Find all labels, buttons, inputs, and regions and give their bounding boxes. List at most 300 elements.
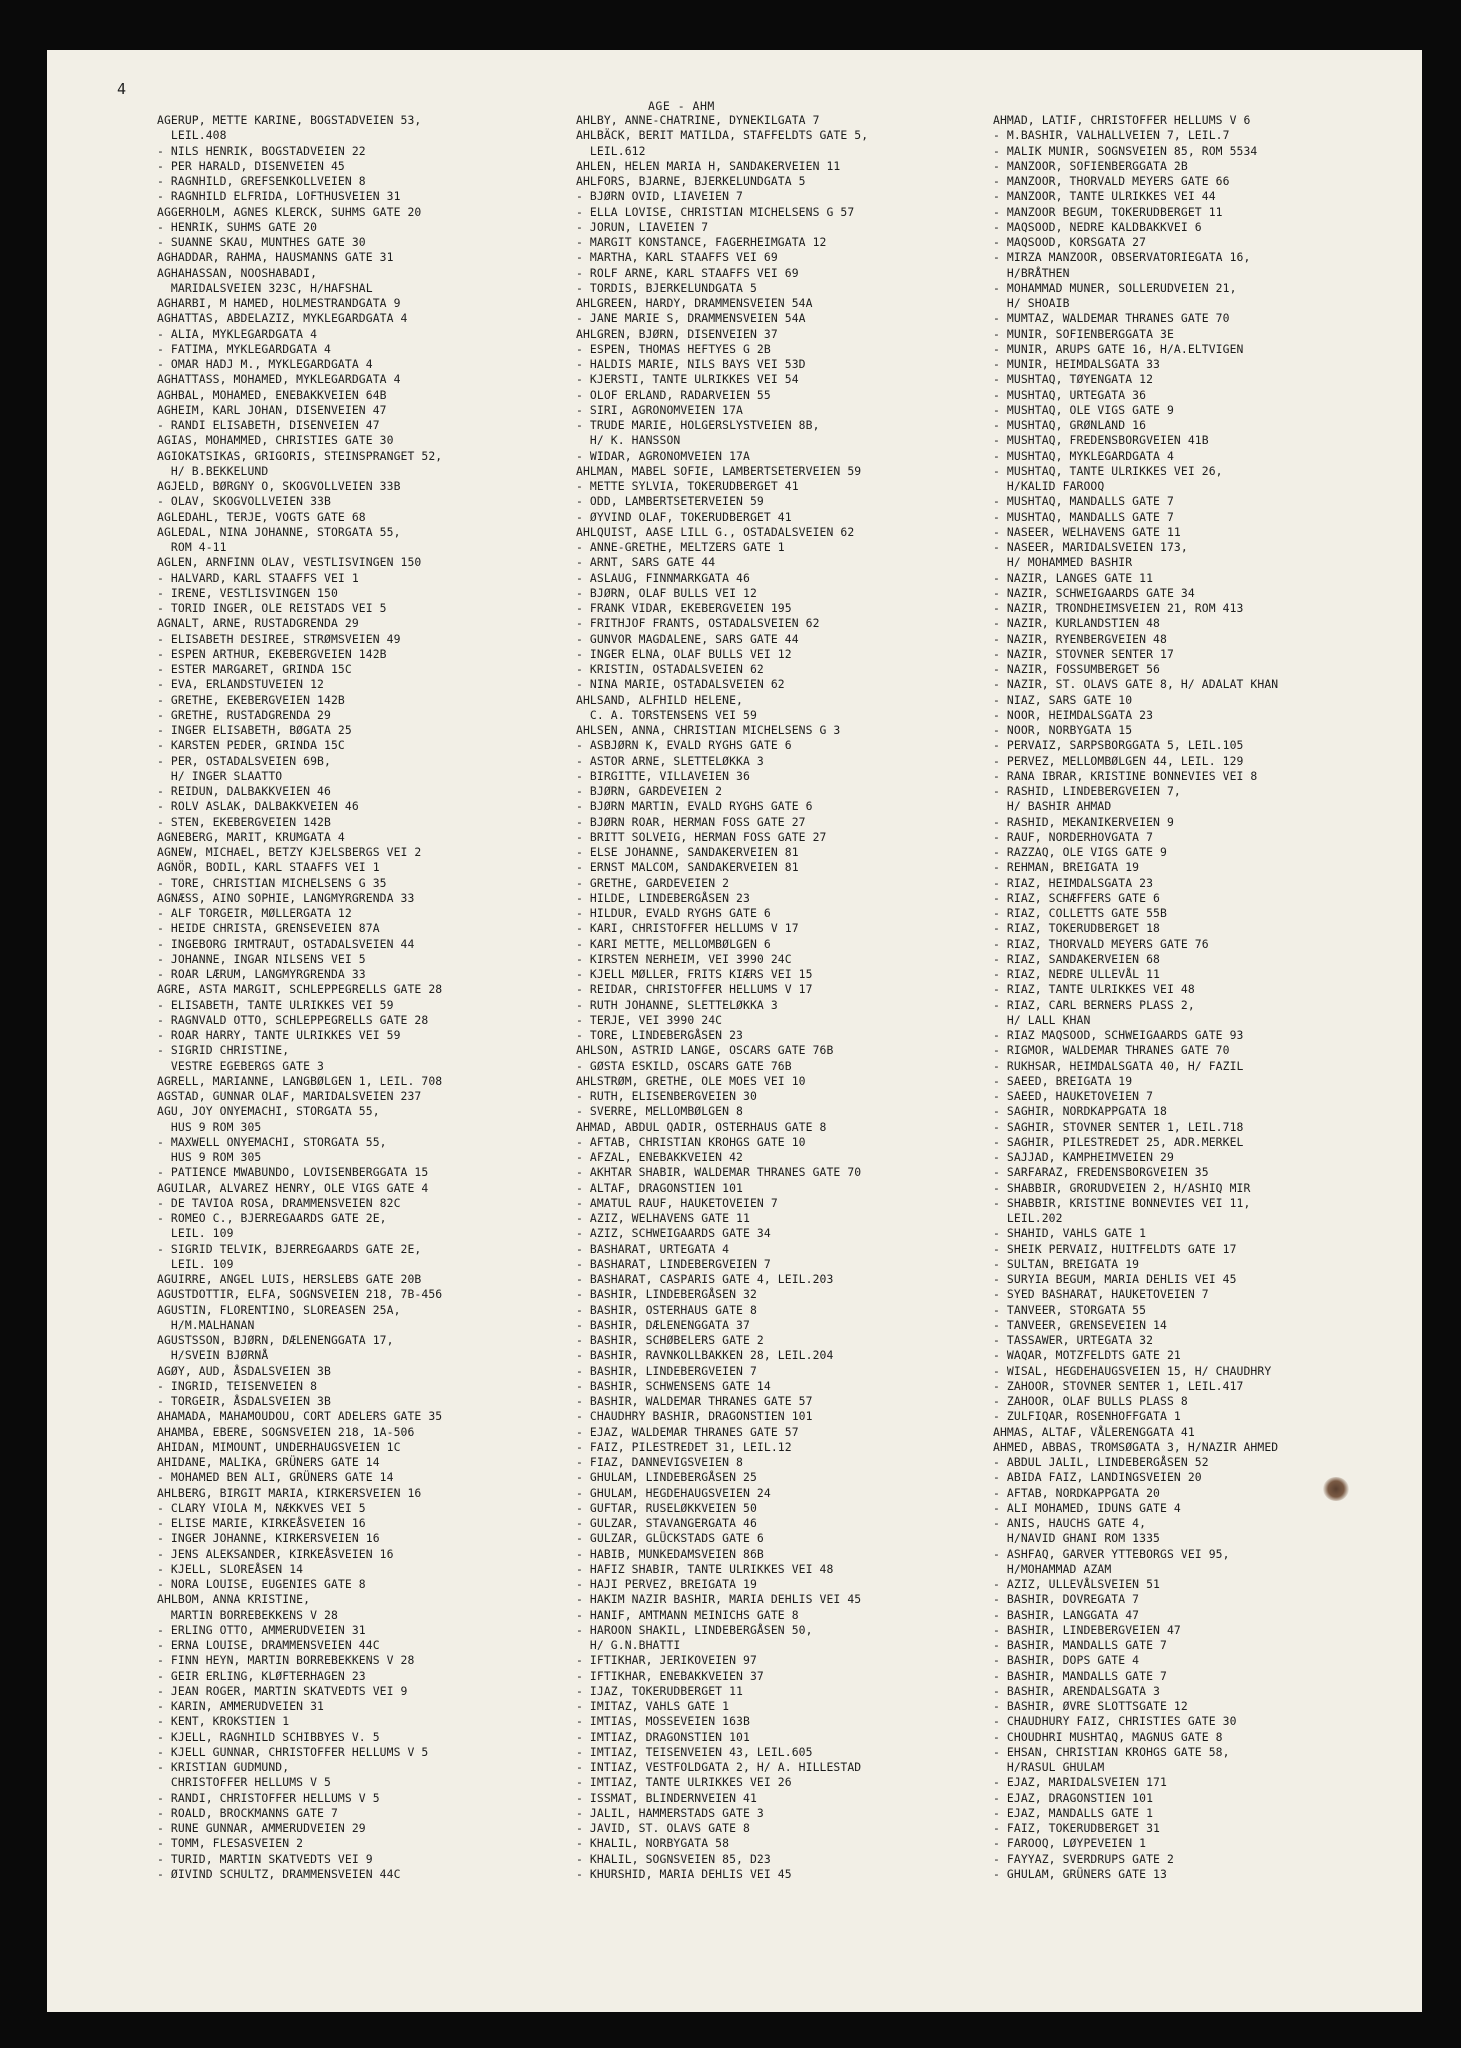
directory-entry: - BRITT SOLVEIG, HERMAN FOSS GATE 27: [576, 829, 827, 844]
directory-entry: - ESPEN ARTHUR, EKEBERGVEIEN 142B: [157, 646, 387, 661]
directory-entry: - WIDAR, AGRONOMVEIEN 17A: [576, 448, 750, 463]
directory-entry: - ROAR LÆRUM, LANGMYRGRENDA 33: [157, 967, 366, 981]
directory-entry: - CHOUDHRI MUSHTAQ, MAGNUS GATE 8: [993, 1729, 1223, 1744]
directory-entry: - ASHFAQ, GARVER YTTEBORGS VEI 95,: [993, 1546, 1230, 1561]
directory-entry: - SAGHIR, NORDKAPPGATA 18: [993, 1104, 1167, 1119]
page-number: 4: [117, 80, 127, 98]
directory-entry: - KJELL GUNNAR, CHRISTOFFER HELLUMS V 5: [157, 1744, 429, 1759]
directory-entry: - KIRSTEN NERHEIM, VEI 3990 24C: [576, 951, 792, 966]
directory-entry: - BASHIR, WALDEMAR THRANES GATE 57: [576, 1394, 813, 1408]
directory-entry: - RASHID, MEKANIKERVEIEN 9: [993, 814, 1174, 829]
directory-entry: AGNÖR, BODIL, KARL STAAFFS VEI 1: [157, 860, 380, 875]
directory-entry: ROM 4-11: [157, 540, 227, 554]
directory-entry: - BJØRN ROAR, HERMAN FOSS GATE 27: [576, 814, 806, 829]
directory-entry: - MANZOOR, THORVALD MEYERS GATE 66: [993, 174, 1230, 188]
directory-entry: - EJAZ, DRAGONSTIEN 101: [993, 1790, 1154, 1805]
directory-entry: - ASTOR ARNE, SLETTELØKKA 3: [576, 753, 764, 768]
directory-entry: - RIAZ, SANDAKERVEIEN 68: [993, 951, 1160, 966]
directory-entry: - WAQAR, MOTZFELDTS GATE 21: [993, 1348, 1181, 1363]
directory-entry: - SULTAN, BREIGATA 19: [993, 1256, 1140, 1271]
directory-entry: - AZIZ, ULLEVÅLSVEIEN 51: [993, 1577, 1160, 1591]
directory-entry: LEIL.408: [157, 128, 227, 143]
directory-entry: - JANE MARIE S, DRAMMENSVEIEN 54A: [576, 311, 806, 326]
directory-entry: - ODD, LAMBERTSETERVEIEN 59: [576, 494, 764, 509]
directory-entry: - ABIDA FAIZ, LANDINGSVEIEN 20: [993, 1470, 1202, 1485]
directory-entry: AHMAS, ALTAF, VÅLERENGGATA 41: [993, 1424, 1195, 1439]
directory-entry: - FAIZ, PILESTREDET 31, LEIL.12: [576, 1439, 792, 1454]
directory-entry: AHLBÄCK, BERIT MATILDA, STAFFELDTS GATE 5,: [576, 128, 869, 143]
directory-entry: AGNEBERG, MARIT, KRUMGATA 4: [157, 829, 345, 844]
directory-entry: - RUTH JOHANNE, SLETTELØKKA 3: [576, 997, 778, 1012]
directory-entry: AGIOKATSIKAS, GRIGORIS, STEINSPRANGET 52,: [157, 448, 443, 463]
directory-entry: - ABDUL JALIL, LINDEBERGÅSEN 52: [993, 1455, 1209, 1469]
ink-stain: [1323, 1477, 1349, 1501]
directory-entry: - KJELL MØLLER, FRITS KIÆRS VEI 15: [576, 967, 813, 981]
directory-entry: - ELISABETH, TANTE ULRIKKES VEI 59: [157, 997, 394, 1012]
directory-entry: - GUFTAR, RUSELØKKVEIEN 50: [576, 1500, 757, 1515]
directory-entry: - DE TAVIOA ROSA, DRAMMENSVEIEN 82C: [157, 1195, 401, 1210]
directory-entry: AGNEW, MICHAEL, BETZY KJELSBERGS VEI 2: [157, 845, 422, 859]
column-1: [157, 113, 597, 1882]
directory-entry: - ARNT, SARS GATE 44: [576, 555, 716, 570]
directory-entry: - ELSE JOHANNE, SANDAKERVEIEN 81: [576, 845, 799, 859]
directory-entry: - EVA, ERLANDSTUVEIEN 12: [157, 677, 324, 692]
directory-entry: - NINA MARIE, OSTADALSVEIEN 62: [576, 677, 785, 692]
directory-entry: - ALIA, MYKLEGARDGATA 4: [157, 326, 318, 341]
directory-entry: - HALDIS MARIE, NILS BAYS VEI 53D: [576, 357, 806, 371]
directory-entry: H/ INGER SLAATTO: [157, 768, 283, 783]
directory-entry: - KENT, KROKSTIEN 1: [157, 1714, 290, 1729]
directory-entry: - FAYYAZ, SVERDRUPS GATE 2: [993, 1851, 1174, 1866]
directory-entry: - TERJE, VEI 3990 24C: [576, 1012, 723, 1027]
directory-entry: - HAFIZ SHABIR, TANTE ULRIKKES VEI 48: [576, 1561, 834, 1576]
directory-entry: - SIGRID TELVIK, BJERREGAARDS GATE 2E,: [157, 1241, 422, 1256]
directory-entry: - SIRI, AGRONOMVEIEN 17A: [576, 402, 743, 417]
directory-entry: - RASHID, LINDEBERGVEIEN 7,: [993, 784, 1181, 798]
directory-entry: H/KALID FAROOQ: [993, 479, 1105, 493]
directory-entry: - NIAZ, SARS GATE 10: [993, 692, 1133, 707]
directory-entry: - ELLA LOVISE, CHRISTIAN MICHELSENS G 57: [576, 204, 855, 219]
directory-entry: - NAZIR, TRONDHEIMSVEIEN 21, ROM 413: [993, 601, 1244, 615]
directory-entry: - MAQSOOD, NEDRE KALDBAKKVEI 6: [993, 219, 1202, 234]
directory-entry: - PER HARALD, DISENVEIEN 45: [157, 158, 345, 173]
directory-entry: - HALVARD, KARL STAAFFS VEI 1: [157, 570, 359, 585]
column-2: [576, 113, 1016, 1882]
directory-entry: - BASHIR, MANDALLS GATE 7: [993, 1638, 1167, 1652]
directory-entry: - ROAR HARRY, TANTE ULRIKKES VEI 59: [157, 1028, 401, 1042]
directory-entry: - RIAZ MAQSOOD, SCHWEIGAARDS GATE 93: [993, 1028, 1244, 1042]
directory-entry: AHAMADA, MAHAMOUDOU, CORT ADELERS GATE 35: [157, 1409, 443, 1424]
directory-entry: VESTRE EGEBERGS GATE 3: [157, 1058, 324, 1073]
directory-entry: - JORUN, LIAVEIEN 7: [576, 219, 709, 234]
directory-entry: - KARIN, AMMERUDVEIEN 31: [157, 1699, 324, 1713]
directory-entry: - RANDI ELISABETH, DISENVEIEN 47: [157, 418, 380, 432]
directory-entry: H/NAVID GHANI ROM 1335: [993, 1531, 1160, 1546]
directory-entry: - GRETHE, EKEBERGVEIEN 142B: [157, 692, 345, 707]
directory-entry: - SAJJAD, KAMPHEIMVEIEN 29: [993, 1150, 1174, 1164]
directory-entry: - BASHIR, ARENDALSGATA 3: [993, 1683, 1160, 1698]
directory-entry: - OLAV, SKOGVOLLVEIEN 33B: [157, 494, 331, 509]
directory-entry: - ALTAF, DRAGONSTIEN 101: [576, 1180, 743, 1195]
directory-entry: - JENS ALEKSANDER, KIRKEÅSVEIEN 16: [157, 1546, 394, 1561]
directory-entry: AGHEIM, KARL JOHAN, DISENVEIEN 47: [157, 402, 387, 417]
directory-entry: - ERNA LOUISE, DRAMMENSVEIEN 44C: [157, 1638, 380, 1652]
directory-entry: AHLBY, ANNE-CHATRINE, DYNEKILGATA 7: [576, 113, 820, 127]
directory-entry: H/ K. HANSSON: [576, 433, 681, 448]
directory-entry: - GUNVOR MAGDALENE, SARS GATE 44: [576, 631, 799, 646]
directory-entry: H/ B.BEKKELUND: [157, 463, 269, 478]
directory-entry: - TORDIS, BJERKELUNDGATA 5: [576, 280, 757, 295]
directory-entry: - BASHIR, DOPS GATE 4: [993, 1653, 1140, 1668]
directory-entry: - RAUF, NORDERHOVGATA 7: [993, 829, 1154, 844]
directory-entry: - BASHARAT, LINDEBERGVEIEN 7: [576, 1256, 771, 1271]
directory-entry: - NASEER, WELHAVENS GATE 11: [993, 524, 1181, 539]
directory-entry: - FRITHJOF FRANTS, OSTADALSVEIEN 62: [576, 616, 820, 631]
directory-entry: - PERVAIZ, SARPSBORGGATA 5, LEIL.105: [993, 738, 1244, 753]
directory-entry: - MOHAMED BEN ALI, GRÜNERS GATE 14: [157, 1470, 394, 1485]
directory-entry: AGIAS, MOHAMMED, CHRISTIES GATE 30: [157, 433, 394, 448]
directory-entry: H/MOHAMMAD AZAM: [993, 1561, 1112, 1576]
directory-entry: - RANA IBRAR, KRISTINE BONNEVIES VEI 8: [993, 768, 1258, 783]
directory-entry: - EJAZ, MARIDALSVEIEN 171: [993, 1775, 1167, 1790]
directory-entry: - IMTIAZ, DRAGONSTIEN 101: [576, 1729, 750, 1744]
directory-entry: - KARI METTE, MELLOMBØLGEN 6: [576, 936, 771, 951]
directory-entry: - FINN HEYN, MARTIN BORREBEKKENS V 28: [157, 1653, 415, 1668]
directory-entry: - SURYIA BEGUM, MARIA DEHLIS VEI 45: [993, 1272, 1237, 1286]
directory-entry: - GRETHE, GARDEVEIEN 2: [576, 875, 730, 890]
directory-entry: MARTIN BORREBEKKENS V 28: [157, 1607, 338, 1622]
directory-entry: - NAZIR, SCHWEIGAARDS GATE 34: [993, 585, 1195, 600]
directory-entry: AGØY, AUD, ÅSDALSVEIEN 3B: [157, 1363, 331, 1378]
directory-entry: - NAZIR, KURLANDSTIEN 48: [993, 616, 1160, 631]
directory-entry: - AZIZ, SCHWEIGAARDS GATE 34: [576, 1226, 771, 1241]
directory-entry: - BASHIR, OSTERHAUS GATE 8: [576, 1302, 757, 1317]
directory-entry: - SARFARAZ, FREDENSBORGVEIEN 35: [993, 1165, 1209, 1180]
directory-entry: - SHABBIR, GRORUDVEIEN 2, H/ASHIQ MIR: [993, 1180, 1251, 1195]
directory-entry: - BJØRN, OLAF BULLS VEI 12: [576, 585, 757, 600]
directory-entry: H/ LALL KHAN: [993, 1012, 1091, 1027]
directory-entry: - TANVEER, GRENSEVEIEN 14: [993, 1317, 1167, 1332]
directory-entry: - REHMAN, BREIGATA 19: [993, 860, 1140, 875]
directory-entry: - AFTAB, CHRISTIAN KROHGS GATE 10: [576, 1134, 806, 1149]
directory-entry: - BASHIR, DÆLENENGGATA 37: [576, 1317, 750, 1332]
directory-entry: H/BRÅTHEN: [993, 265, 1070, 280]
directory-entry: - BJØRN, GARDEVEIEN 2: [576, 784, 723, 798]
directory-entry: - CHAUDHURY FAIZ, CHRISTIES GATE 30: [993, 1714, 1237, 1729]
directory-entry: H/ MOHAMMED BASHIR: [993, 555, 1133, 570]
directory-entry: AHAMBA, EBERE, SOGNSVEIEN 218, 1A-506: [157, 1424, 415, 1439]
directory-entry: - RUKHSAR, HEIMDALSGATA 40, H/ FAZIL: [993, 1058, 1244, 1073]
directory-entry: - NAZIR, RYENBERGVEIEN 48: [993, 631, 1167, 646]
directory-entry: - ALI MOHAMED, IDUNS GATE 4: [993, 1500, 1181, 1515]
directory-entry: - NOOR, HEIMDALSGATA 23: [993, 707, 1154, 722]
directory-entry: - INGRID, TEISENVEIEN 8: [157, 1378, 318, 1393]
directory-entry: AGHATTAS, ABDELAZIZ, MYKLEGARDGATA 4: [157, 311, 408, 326]
directory-entry: - INGEBORG IRMTRAUT, OSTADALSVEIEN 44: [157, 936, 415, 951]
directory-entry: - ZAHOOR, OLAF BULLS PLASS 8: [993, 1394, 1188, 1408]
directory-entry: AGLEN, ARNFINN OLAV, VESTLISVINGEN 150: [157, 555, 422, 570]
directory-entry: - NAZIR, STOVNER SENTER 17: [993, 646, 1174, 661]
directory-entry: - GULZAR, STAVANGERGATA 46: [576, 1516, 757, 1530]
directory-entry: - ERLING OTTO, AMMERUDVEIEN 31: [157, 1622, 366, 1637]
directory-entry: - HILDUR, EVALD RYGHS GATE 6: [576, 906, 771, 920]
directory-entry: - HEIDE CHRISTA, GRENSEVEIEN 87A: [157, 921, 380, 936]
running-header: AGE - AHM: [648, 99, 715, 113]
directory-entry: - SUANNE SKAU, MUNTHES GATE 30: [157, 235, 366, 249]
directory-entry: AGUIRRE, ANGEL LUIS, HERSLEBS GATE 20B: [157, 1272, 422, 1286]
directory-entry: - TORE, LINDEBERGÅSEN 23: [576, 1028, 743, 1042]
directory-entry: H/M.MALHANAN: [157, 1317, 255, 1332]
directory-entry: - TORID INGER, OLE REISTADS VEI 5: [157, 601, 387, 615]
directory-entry: - IJAZ, TOKERUDBERGET 11: [576, 1683, 743, 1698]
directory-entry: - ALF TORGEIR, MØLLERGATA 12: [157, 906, 352, 920]
directory-entry: - ROLV ASLAK, DALBAKKVEIEN 46: [157, 799, 359, 814]
directory-entry: - ASBJØRN K, EVALD RYGHS GATE 6: [576, 738, 792, 753]
directory-entry: - KJERSTI, TANTE ULRIKKES VEI 54: [576, 372, 799, 387]
directory-entry: - AZIZ, WELHAVENS GATE 11: [576, 1211, 750, 1225]
directory-entry: - SAEED, HAUKETOVEIEN 7: [993, 1089, 1154, 1103]
directory-entry: - SAEED, BREIGATA 19: [993, 1073, 1133, 1088]
directory-entry: - MUSHTAQ, TØYENGATA 12: [993, 372, 1154, 387]
directory-entry: - BJØRN MARTIN, EVALD RYGHS GATE 6: [576, 799, 813, 814]
directory-entry: AGHAHASSAN, NOOSHABADI,: [157, 265, 318, 280]
directory-entry: - ROALD, BROCKMANNS GATE 7: [157, 1805, 338, 1820]
directory-entry: - NAZIR, FOSSUMBERGET 56: [993, 662, 1160, 676]
directory-entry: - MANZOOR, TANTE ULRIKKES VEI 44: [993, 189, 1216, 204]
directory-entry: - KHURSHID, MARIA DEHLIS VEI 45: [576, 1866, 792, 1881]
directory-entry: - TURID, MARTIN SKATVEDTS VEI 9: [157, 1851, 373, 1866]
directory-entry: AHLFORS, BJARNE, BJERKELUNDGATA 5: [576, 174, 806, 188]
directory-entry: - BIRGITTE, VILLAVEIEN 36: [576, 768, 750, 783]
directory-entry: AGHATTASS, MOHAMED, MYKLEGARDGATA 4: [157, 372, 401, 387]
directory-entry: AHLSAND, ALFHILD HELENE,: [576, 692, 743, 707]
directory-entry: - ZULFIQAR, ROSENHOFFGATA 1: [993, 1409, 1181, 1424]
directory-entry: AHIDANE, MALIKA, GRÜNERS GATE 14: [157, 1455, 380, 1469]
directory-entry: - EJAZ, WALDEMAR THRANES GATE 57: [576, 1424, 799, 1439]
directory-entry: - BASHARAT, URTEGATA 4: [576, 1241, 730, 1256]
directory-entry: - IFTIKHAR, ENEBAKKVEIEN 37: [576, 1668, 764, 1683]
directory-entry: - RAGNHILD, GREFSENKOLLVEIEN 8: [157, 174, 366, 188]
directory-entry: - RIAZ, HEIMDALSGATA 23: [993, 875, 1154, 890]
directory-entry: AGJELD, BØRGNY O, SKOGVOLLVEIEN 33B: [157, 479, 401, 493]
directory-entry: - IMTIAZ, TANTE ULRIKKES VEI 26: [576, 1775, 792, 1790]
directory-entry: - MUSHTAQ, URTEGATA 36: [993, 387, 1147, 402]
directory-entry: - MANZOOR BEGUM, TOKERUDBERGET 11: [993, 204, 1223, 219]
directory-entry: AGUSTSSON, BJØRN, DÆLENENGGATA 17,: [157, 1333, 394, 1347]
directory-entry: - ASLAUG, FINNMARKGATA 46: [576, 570, 750, 585]
directory-entry: AHLBERG, BIRGIT MARIA, KIRKERSVEIEN 16: [157, 1485, 422, 1500]
directory-entry: - FIAZ, DANNEVIGSVEIEN 8: [576, 1455, 743, 1469]
directory-entry: C. A. TORSTENSENS VEI 59: [576, 707, 757, 722]
directory-entry: AHLBOM, ANNA KRISTINE,: [157, 1592, 311, 1607]
directory-entry: AHIDAN, MIMOUNT, UNDERHAUGSVEIEN 1C: [157, 1439, 401, 1454]
directory-entry: - SHABBIR, KRISTINE BONNEVIES VEI 11,: [993, 1195, 1251, 1210]
column-3: [993, 113, 1433, 1882]
directory-entry: H/RASUL GHULAM: [993, 1760, 1105, 1774]
directory-entry: - HABIB, MUNKEDAMSVEIEN 86B: [576, 1546, 764, 1561]
directory-entry: - KARSTEN PEDER, GRINDA 15C: [157, 738, 345, 753]
directory-entry: AGLEDAL, NINA JOHANNE, STORGATA 55,: [157, 524, 401, 539]
directory-entry: AGHBAL, MOHAMED, ENEBAKKVEIEN 64B: [157, 387, 387, 402]
directory-entry: - RANDI, CHRISTOFFER HELLUMS V 5: [157, 1790, 380, 1805]
directory-entry: - MUSHTAQ, MANDALLS GATE 7: [993, 509, 1174, 524]
directory-entry: - MUNIR, SOFIENBERGGATA 3E: [993, 326, 1174, 341]
directory-entry: AHLSTRØM, GRETHE, OLE MOES VEI 10: [576, 1073, 806, 1088]
directory-entry: - ISSMAT, BLINDERNVEIEN 41: [576, 1790, 757, 1805]
directory-entry: - INGER ELISABETH, BØGATA 25: [157, 723, 352, 737]
directory-entry: H/SVEIN BJØRNÅ: [157, 1348, 269, 1363]
directory-entry: AGRE, ASTA MARGIT, SCHLEPPEGRELLS GATE 28: [157, 982, 443, 997]
directory-entry: - FATIMA, MYKLEGARDGATA 4: [157, 341, 331, 356]
directory-entry: - MUSHTAQ, OLE VIGS GATE 9: [993, 402, 1174, 417]
directory-entry: - CHAUDHRY BASHIR, DRAGONSTIEN 101: [576, 1409, 813, 1424]
directory-entry: AHLGREN, BJØRN, DISENVEIEN 37: [576, 326, 778, 341]
directory-entry: - MAQSOOD, KORSGATA 27: [993, 235, 1147, 249]
directory-entry: - MUSHTAQ, TANTE ULRIKKES VEI 26,: [993, 463, 1223, 478]
directory-entry: - INGER JOHANNE, KIRKERSVEIEN 16: [157, 1531, 380, 1546]
directory-entry: - INTIAZ, VESTFOLDGATA 2, H/ A. HILLESTAD: [576, 1760, 862, 1774]
directory-entry: - RAGNHILD ELFRIDA, LOFTHUSVEIEN 31: [157, 189, 401, 204]
directory-entry: - KHALIL, SOGNSVEIEN 85, D23: [576, 1851, 771, 1866]
directory-entry: AGERUP, METTE KARINE, BOGSTADVEIEN 53,: [157, 113, 422, 127]
directory-entry: - RUNE GUNNAR, AMMERUDVEIEN 29: [157, 1821, 366, 1835]
directory-entry: - GRETHE, RUSTADGRENDA 29: [157, 707, 331, 722]
directory-entry: - SHAHID, VAHLS GATE 1: [993, 1226, 1147, 1241]
directory-entry: AGHADDAR, RAHMA, HAUSMANNS GATE 31: [157, 250, 394, 265]
directory-entry: - SAGHIR, PILESTREDET 25, ADR.MERKEL: [993, 1134, 1244, 1149]
directory-entry: - NAZIR, LANGES GATE 11: [993, 570, 1154, 585]
directory-entry: - ROMEO C., BJERREGAARDS GATE 2E,: [157, 1211, 387, 1225]
directory-entry: - GØSTA ESKILD, OSCARS GATE 76B: [576, 1058, 792, 1073]
directory-entry: H/ BASHIR AHMAD: [993, 799, 1112, 814]
directory-entry: - GEIR ERLING, KLØFTERHAGEN 23: [157, 1668, 366, 1683]
directory-entry: - FAIZ, TOKERUDBERGET 31: [993, 1821, 1160, 1835]
directory-entry: - BASHIR, MANDALLS GATE 7: [993, 1668, 1167, 1683]
directory-entry: - AFZAL, ENEBAKKVEIEN 42: [576, 1150, 743, 1164]
directory-entry: - FAROOQ, LØYPEVEIEN 1: [993, 1836, 1147, 1851]
directory-entry: - CLARY VIOLA M, NÆKKVES VEI 5: [157, 1500, 366, 1515]
directory-entry: - BASHIR, LINDEBERGÅSEN 32: [576, 1287, 757, 1302]
directory-entry: - KRISTIN, OSTADALSVEIEN 62: [576, 662, 764, 676]
directory-entry: - KHALIL, NORBYGATA 58: [576, 1836, 730, 1851]
directory-entry: - JALIL, HAMMERSTADS GATE 3: [576, 1805, 764, 1820]
directory-entry: - GHULAM, GRÜNERS GATE 13: [993, 1866, 1167, 1881]
directory-entry: - MUSHTAQ, MANDALLS GATE 7: [993, 494, 1174, 509]
directory-entry: - MARTHA, KARL STAAFFS VEI 69: [576, 250, 778, 265]
directory-entry: - RAGNVALD OTTO, SCHLEPPEGRELLS GATE 28: [157, 1012, 429, 1027]
directory-entry: - RIAZ, NEDRE ULLEVÅL 11: [993, 967, 1160, 981]
directory-entry: AHLSON, ASTRID LANGE, OSCARS GATE 76B: [576, 1043, 834, 1058]
directory-entry: AGHARBI, M HAMED, HOLMESTRANDGATA 9: [157, 296, 401, 310]
directory-entry: - MAXWELL ONYEMACHI, STORGATA 55,: [157, 1134, 387, 1149]
directory-entry: - MANZOOR, SOFIENBERGGATA 2B: [993, 158, 1188, 173]
directory-entry: AGRELL, MARIANNE, LANGBØLGEN 1, LEIL. 708: [157, 1073, 443, 1088]
directory-entry: - MUNIR, HEIMDALSGATA 33: [993, 357, 1160, 371]
directory-entry: - NOOR, NORBYGATA 15: [993, 723, 1133, 737]
directory-entry: - METTE SYLVIA, TOKERUDBERGET 41: [576, 479, 799, 493]
directory-entry: - FRANK VIDAR, EKEBERGVEIEN 195: [576, 601, 792, 615]
directory-entry: - PERVEZ, MELLOMBØLGEN 44, LEIL. 129: [993, 753, 1244, 768]
directory-entry: - INGER ELNA, OLAF BULLS VEI 12: [576, 646, 792, 661]
directory-entry: - BASHIR, SCHWENSENS GATE 14: [576, 1378, 771, 1393]
directory-entry: AHLSEN, ANNA, CHRISTIAN MICHELSENS G 3: [576, 723, 841, 737]
directory-entry: - BASHIR, LANGGATA 47: [993, 1607, 1140, 1622]
directory-entry: - NAZIR, ST. OLAVS GATE 8, H/ ADALAT KHAN: [993, 677, 1279, 692]
directory-entry: - MUMTAZ, WALDEMAR THRANES GATE 70: [993, 311, 1230, 326]
directory-entry: - MIRZA MANZOOR, OBSERVATORIEGATA 16,: [993, 250, 1251, 265]
directory-entry: - IMTIAS, MOSSEVEIEN 163B: [576, 1714, 750, 1729]
directory-entry: AGUSTDOTTIR, ELFA, SOGNSVEIEN 218, 7B-456: [157, 1287, 443, 1302]
directory-entry: - RIAZ, TOKERUDBERGET 18: [993, 921, 1160, 936]
directory-entry: - BASHIR, SCHØBELERS GATE 2: [576, 1333, 764, 1347]
directory-entry: - IMITAZ, VAHLS GATE 1: [576, 1699, 730, 1713]
directory-entry: AGNALT, ARNE, RUSTADGRENDA 29: [157, 616, 359, 631]
directory-entry: - TORGEIR, ÅSDALSVEIEN 3B: [157, 1394, 331, 1408]
directory-entry: LEIL.612: [576, 143, 646, 158]
directory-entry: - AKHTAR SHABIR, WALDEMAR THRANES GATE 70: [576, 1165, 862, 1180]
directory-entry: - ELISE MARIE, KIRKEÅSVEIEN 16: [157, 1516, 366, 1530]
directory-entry: - HAKIM NAZIR BASHIR, MARIA DEHLIS VEI 45: [576, 1592, 862, 1607]
directory-entry: - HILDE, LINDEBERGÅSEN 23: [576, 890, 750, 905]
directory-entry: - ESPEN, THOMAS HEFTYES G 2B: [576, 341, 771, 356]
directory-entry: - JEAN ROGER, MARTIN SKATVEDTS VEI 9: [157, 1683, 408, 1698]
directory-entry: - BASHIR, RAVNKOLLBAKKEN 28, LEIL.204: [576, 1348, 834, 1363]
directory-entry: - GULZAR, GLÜCKSTADS GATE 6: [576, 1531, 764, 1546]
directory-entry: MARIDALSVEIEN 323C, H/HAFSHAL: [157, 280, 373, 295]
directory-entry: - EJAZ, MANDALLS GATE 1: [993, 1805, 1154, 1820]
directory-entry: - BASHIR, DOVREGATA 7: [993, 1592, 1140, 1607]
directory-entry: - RIGMOR, WALDEMAR THRANES GATE 70: [993, 1043, 1230, 1058]
directory-entry: - TASSAWER, URTEGATA 32: [993, 1333, 1154, 1347]
directory-entry: - IMTIAZ, TEISENVEIEN 43, LEIL.605: [576, 1744, 813, 1759]
directory-entry: - RIAZ, THORVALD MEYERS GATE 76: [993, 936, 1209, 951]
directory-entry: AGGERHOLM, AGNES KLERCK, SUHMS GATE 20: [157, 204, 422, 219]
directory-entry: - EHSAN, CHRISTIAN KROHGS GATE 58,: [993, 1744, 1230, 1759]
directory-entry: AHLEN, HELEN MARIA H, SANDAKERVEIEN 11: [576, 158, 841, 173]
directory-entry: - ELISABETH DESIREE, STRØMSVEIEN 49: [157, 631, 401, 646]
directory-entry: - ANIS, HAUCHS GATE 4,: [993, 1516, 1147, 1530]
directory-entry: H/ G.N.BHATTI: [576, 1638, 681, 1652]
directory-entry: AHMAD, LATIF, CHRISTOFFER HELLUMS V 6: [993, 113, 1251, 127]
directory-entry: - M.BASHIR, VALHALLVEIEN 7, LEIL.7: [993, 128, 1230, 143]
directory-entry: - AFTAB, NORDKAPPGATA 20: [993, 1485, 1160, 1500]
directory-entry: - AMATUL RAUF, HAUKETOVEIEN 7: [576, 1195, 778, 1210]
directory-entry: - BASHARAT, CASPARIS GATE 4, LEIL.203: [576, 1272, 834, 1286]
directory-entry: - KARI, CHRISTOFFER HELLUMS V 17: [576, 921, 799, 936]
directory-entry: - GHULAM, LINDEBERGÅSEN 25: [576, 1470, 757, 1485]
directory-entry: - MUSHTAQ, MYKLEGARDGATA 4: [993, 448, 1174, 463]
directory-entry: - MARGIT KONSTANCE, FAGERHEIMGATA 12: [576, 235, 827, 249]
directory-entry: - HENRIK, SUHMS GATE 20: [157, 219, 318, 234]
directory-entry: AHLGREEN, HARDY, DRAMMENSVEIEN 54A: [576, 296, 813, 310]
directory-entry: - RAZZAQ, OLE VIGS GATE 9: [993, 845, 1167, 859]
directory-entry: - SAGHIR, STOVNER SENTER 1, LEIL.718: [993, 1119, 1244, 1134]
directory-entry: - TRUDE MARIE, HOLGERSLYSTVEIEN 8B,: [576, 418, 820, 432]
directory-entry: - REIDUN, DALBAKKVEIEN 46: [157, 784, 331, 798]
directory-entry: - HAJI PERVEZ, BREIGATA 19: [576, 1577, 757, 1591]
directory-entry: HUS 9 ROM 305: [157, 1119, 262, 1134]
directory-entry: - REIDAR, CHRISTOFFER HELLUMS V 17: [576, 982, 813, 997]
directory-entry: - MUSHTAQ, FREDENSBORGVEIEN 41B: [993, 433, 1209, 448]
directory-entry: - IRENE, VESTLISVINGEN 150: [157, 585, 338, 600]
directory-entry: AGU, JOY ONYEMACHI, STORGATA 55,: [157, 1104, 380, 1119]
directory-entry: - HANIF, AMTMANN MEINICHS GATE 8: [576, 1607, 799, 1622]
directory-entry: AHLQUIST, AASE LILL G., OSTADALSVEIEN 62: [576, 524, 855, 539]
directory-entry: - PER, OSTADALSVEIEN 69B,: [157, 753, 331, 768]
directory-entry: - KJELL, SLOREÅSEN 14: [157, 1561, 304, 1576]
directory-entry: - JAVID, ST. OLAVS GATE 8: [576, 1821, 750, 1835]
directory-entry: - GHULAM, HEGDEHAUGSVEIEN 24: [576, 1485, 771, 1500]
